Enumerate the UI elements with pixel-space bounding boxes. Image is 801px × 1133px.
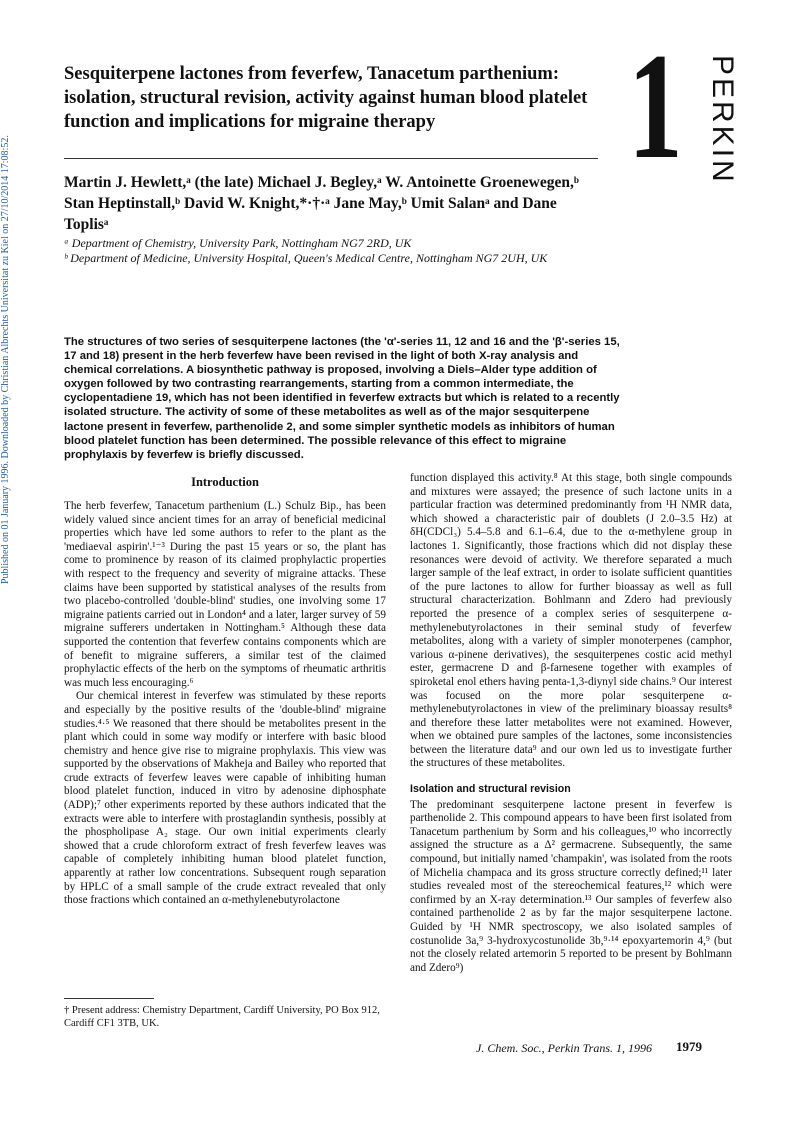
title-rule: [64, 158, 598, 159]
abstract: The structures of two series of sesquiterpene lactones (the 'α'-series 11, 12 and 16 and the 'β'-series 15, 17 and 18) present in the herb feverfew have been revised in the light of both X-ray analysis and chemical correlations. A biosynthetic pathway is proposed, involving a Diels–Alder type addition of oxygen followed by two contrasting rearrangements, starting from a common intermediate, the cyclopentadiene 19, which has not been identified in feverfew extracts but which is related to a recently isolated structure. The activity of some of these metabolites as well as of the major sesquiterpene lactone present in feverfew, parthenolide 2, and some simpler synthetic models as inhibitors of human blood platelet function has been determined. The possible relevance of this effect to migraine prophylaxis by feverfew is briefly discussed.: [64, 336, 620, 461]
affiliations: [64, 236, 584, 266]
affiliation-a: ᵃ Department of Chemistry, University Park, Nottingham NG7 2RD, UK: [64, 236, 412, 250]
intro-paragraph-2: Our chemical interest in feverfew was stimulated by these reports and especially by the positive results of the 'double-blind' migraine studies.⁴·⁵ We reasoned that there should be metabolites present in the plant which could in some way modify or interfere with basic blood chemistry and hence give rise to migraine prophylaxis. This view was supported by the observations of Makheja and Bailey who reported that crude extracts of feverfew leaves were capable of inhibiting human blood platelet function, induced in vitro by adenosine diphosphate (ADP);⁷ other experiments reported by these authors indicated that the extracts were able to interfere with prostaglandin synthesis, possibly at the phospholipase A₂ stage. Our own initial experiments clearly showed that a crude chloroform extract of fresh feverfew leaves was capable of completely inhibiting human blood platelet function, apparently at rather low concentrations. Subsequent rough separation by HPLC of a small sample of the crude extract revealed that only those fractions which contained an α-methylenebutyrolactone: [64, 690, 386, 907]
footnote-rule: [64, 998, 154, 999]
isolation-paragraph-1: The predominant sesquiterpene lactone present in feverfew is parthenolide 2. This compound appears to have been first isolated from Tanacetum parthenium by Sorm and his colleagues,¹⁰ who incorrectly assigned the structure as a Δ² germacrene. Subsequently, the same compound, but initially named 'champakin', was isolated from the roots of Michelia champaca and its gross structure correctly defined;¹¹ later studies revealed most of the stereochemical features,¹² which were confirmed by an X-ray determination.¹³ Our samples of feverfew also contained parthenolide 2 as by far the major sesquiterpene lactone. Guided by ¹H NMR spectroscopy, we also isolated samples of costunolide 3a,⁹ 3-hydroxycostunolide 3b,⁹·¹⁴ epoxyartemorin 4,⁹ (but not the closely related artemorin 5 reported to be present by Bohlmann and Zdero⁹): [410, 798, 732, 974]
affiliation-b: ᵇ Department of Medicine, University Hospital, Queen's Medical Centre, Nottingham NG7 2UH, UK: [64, 251, 548, 265]
journal-citation: J. Chem. Soc., Perkin Trans. 1, 1996: [476, 1041, 652, 1055]
page-number: 1979: [676, 1039, 702, 1054]
section-heading-introduction: Introduction: [191, 475, 259, 489]
article-title: Sesquiterpene lactones from feverfew, Tanacetum parthenium: isolation, structural revision, activity against human blood platelet function and implications for migraine therapy: [64, 64, 588, 132]
intro-paragraph-1: The herb feverfew, Tanacetum parthenium (L.) Schulz Bip., has been widely valued since ancient times for an array of beneficial medicinal properties which have led some authors to refer to the plant as the 'mediaeval aspirin'.¹⁻³ During the past 15 years or so, the plant has come to prominence by reason of its claimed prophylactic properties with respect to the frequency and severity of migraine attacks. These claims have been supported by statistical analyses of the results from two placebo-controlled 'double-blind' studies, one involving some 17 migraine patients carried out in London⁴ and a later, larger survey of 59 migraine sufferers undertaken in Nottingham.⁵ Although these data supported the contention that feverfew contains components which are of benefit to migraine sufferers, a similar test of the claimed prophylactic effects of the herb on the symptoms of rheumatic arthritis was much less encouraging.⁶: [64, 500, 386, 689]
logo-numeral: 1: [628, 22, 683, 190]
author-list: Martin J. Hewlett,ᵃ (the late) Michael J. Begley,ᵃ W. Antoinette Groenewegen,ᵇ Stan Heptinstall,ᵇ David W. Knight,*·†·ᵃ Jane May,ᵇ Umit Salanᵃ and Dane Toplisᵃ: [64, 174, 579, 233]
logo-word: PERKIN: [706, 55, 739, 185]
footnote: † Present address: Chemistry Department, Cardiff University, PO Box 912, Cardiff CF1 3TB, UK.: [64, 1005, 380, 1029]
perkin-logo: [622, 22, 742, 190]
right-column: [410, 472, 732, 975]
left-column: [64, 474, 386, 908]
subsection-heading-isolation: Isolation and structural revision: [410, 783, 571, 796]
download-notice: Published on 01 January 1996. Downloaded by Christian Albrechts Universitat zu Kiel on 27/10/2014 17:08:52.: [0, 135, 11, 585]
intro-paragraph-3: function displayed this activity.⁸ At this stage, both single compounds and mixtures were assayed; the presence of such lactone units in a particular fraction was determined predominantly from ¹H NMR data, which showed a characteristic pair of doublets (J 2.0–3.5 Hz) at δH(CDCl₃) 5.4–5.8 and 6.1–6.4, due to the α-methylene group in lactones 1. Significantly, those fractions which did not display these resonances were devoid of activity. We therefore separated a much larger sample of the leaf extract, in order to isolate sufficient quantities of the pure lactones to allow for further bioassay as well as full structural characterization. Bohlmann and Zdero had previously reported the presence of a complex series of sesquiterpene α-methylenebutyrolactones in their seminal study of feverfew metabolites, along with a variety of simpler monoterpenes (camphor, various α-pinene derivatives), the sesquiterpenes costic acid methyl ester, germacrene D and β-farnesene together with examples of spiroketal enol ethers having penta-1,3-diynyl side chains.⁹ Our interest was focused on the more polar sesquiterpene α-methylenebutyrolactones in view of the preliminary bioassay results⁸ and therefore these latter metabolites were not examined. However, when we obtained pure samples of the lactones, some inconsistencies between the literature data⁹ and our own led us to investigate further the structures of these metabolites.: [410, 472, 732, 770]
